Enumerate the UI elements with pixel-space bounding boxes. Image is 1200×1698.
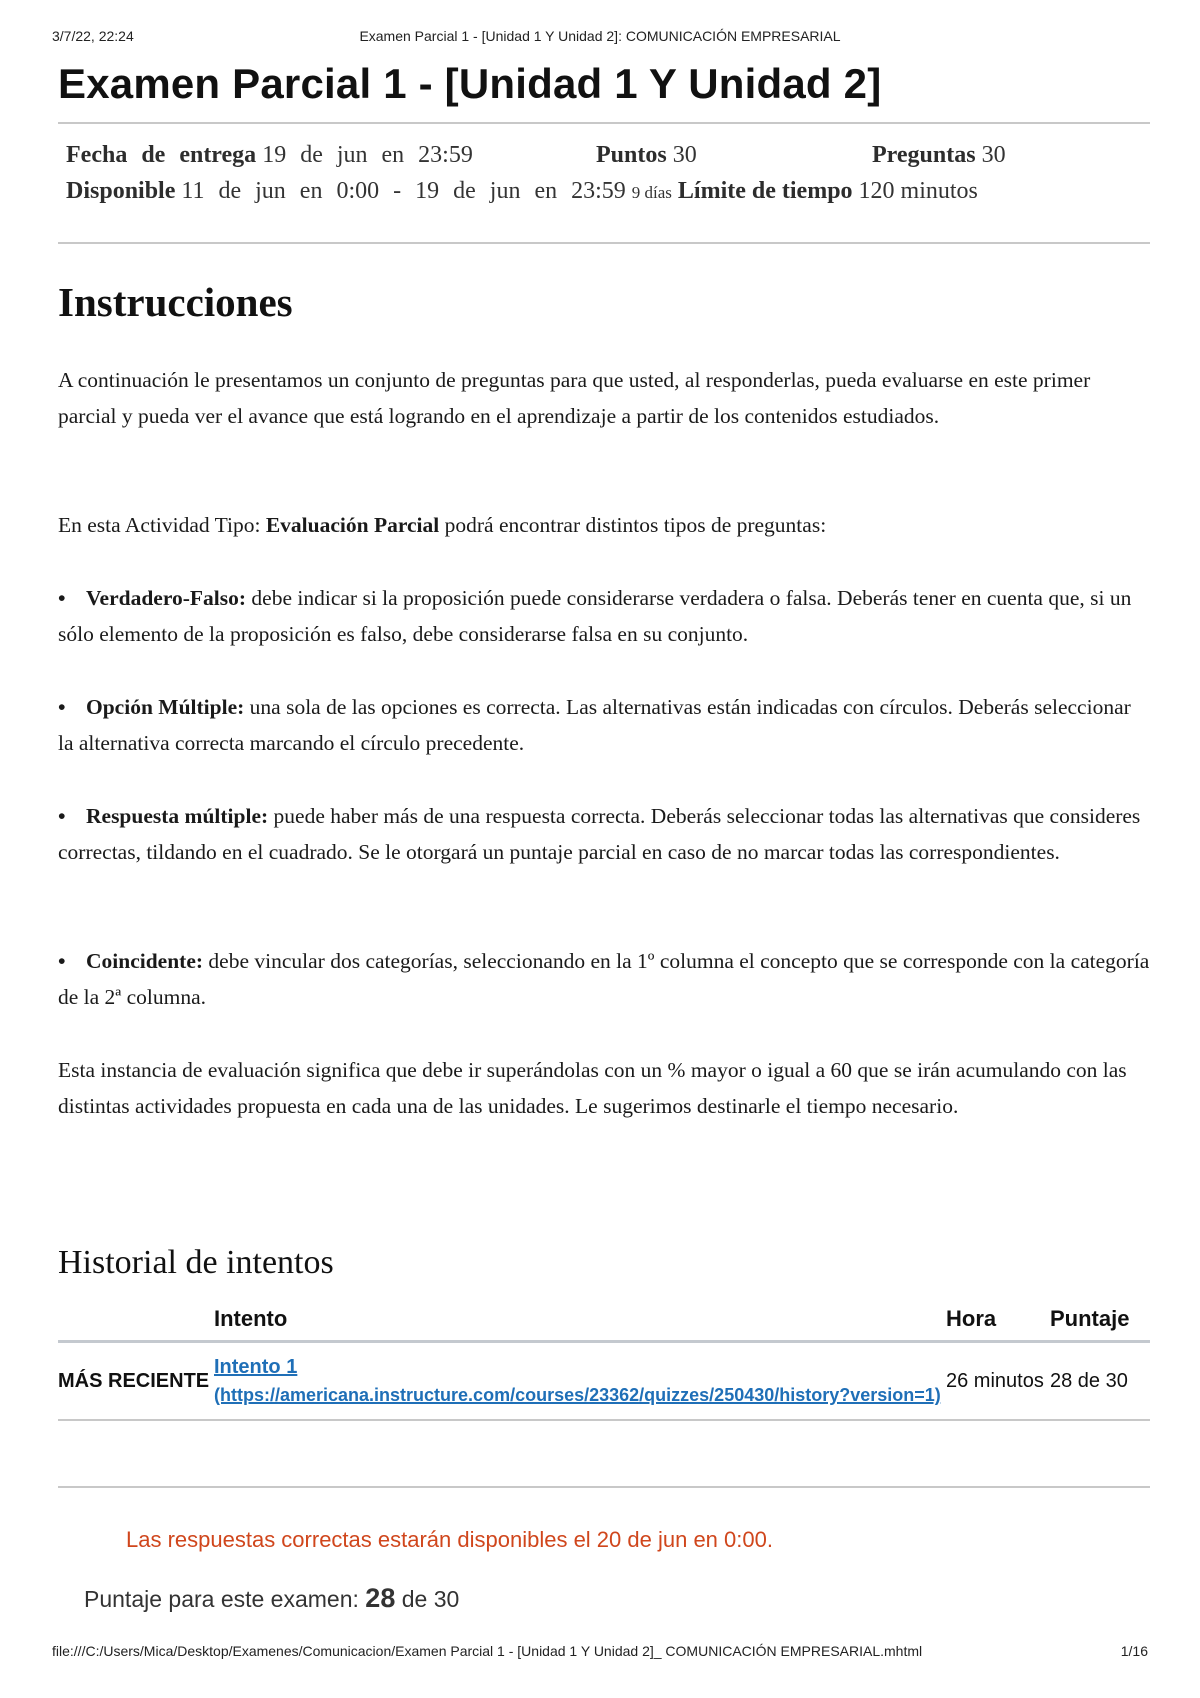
- question-type-name: Respuesta múltiple:: [86, 804, 269, 828]
- score-suffix: de 30: [395, 1586, 460, 1612]
- most-recent-label: MÁS RECIENTE: [58, 1342, 214, 1421]
- quiz-score-summary: [84, 1583, 459, 1614]
- attempt-link-url: (https://americana.instructure.com/courses/23362/quizzes/250430/history?version=1): [214, 1385, 941, 1405]
- title-divider: [58, 122, 1150, 124]
- question-type-name: Coincidente:: [86, 949, 204, 973]
- questions-label: Preguntas: [872, 142, 976, 168]
- time-limit-value: 120 minutos: [858, 178, 978, 204]
- instructions-heading: Instrucciones: [58, 279, 293, 325]
- time-limit-label: Límite de tiempo: [677, 178, 853, 204]
- print-document-title: Examen Parcial 1 - [Unidad 1 Y Unidad 2]: COMUNICACIÓN EMPRESARIAL: [359, 28, 841, 44]
- question-type-text: puede haber más de una respuesta correcta. Deberás seleccionar todas las alternativas que consideres correctas, tildando en el cuadrado. Se le otorgará un puntaje parcial en caso de no marcar todas las correspondientes.: [58, 804, 1141, 864]
- activity-type-paragraph: [58, 507, 1150, 543]
- score-value: 28: [365, 1583, 396, 1613]
- details-divider: [58, 242, 1150, 244]
- question-type-text: una sola de las opciones es correcta. Las alternativas están indicadas con círculos. Deberás seleccionar la alternativa correcta marcando el círculo precedente.: [58, 695, 1131, 755]
- question-type-true-false: [58, 580, 1150, 652]
- history-divider: [58, 1486, 1150, 1488]
- question-type-text: debe indicar si la proposición puede considerarse verdadera o falsa. Deberás tener en cuenta que, si un sólo elemento de la proposición es falso, debe considerarse falsa en su conjunto.: [58, 586, 1132, 646]
- question-type-matching: [58, 943, 1150, 1015]
- activity-suffix: podrá encontrar distintos tipos de preguntas:: [439, 513, 827, 537]
- table-header-row: [58, 1300, 1150, 1342]
- instructions-intro: A continuación le presentamos un conjunto de preguntas para que usted, al responderlas, pueda evaluarse en este primer parcial y pueda ver el avance que está logrando en el aprendizaje a partir de los contenidos estudiados.: [58, 368, 1091, 428]
- attempt-time: 26 minutos: [946, 1342, 1050, 1421]
- question-type-multiple-choice: [58, 689, 1150, 761]
- question-type-name: Opción Múltiple:: [86, 695, 245, 719]
- points-label: Puntos: [596, 142, 667, 168]
- due-value: 19 de jun en 23:59: [262, 142, 473, 168]
- column-header-attempt: Intento: [214, 1300, 946, 1342]
- instructions-closing: Esta instancia de evaluación significa que debe ir superándolas con un % mayor o igual a 60 que se irán acumulando con las distintas actividades propuesta en cada una de las unidades. Le sugerimos destinarle el tiempo necesario.: [58, 1058, 1127, 1118]
- print-datetime: 3/7/22, 22:24: [52, 28, 134, 44]
- due-label: Fecha de entrega: [66, 142, 257, 168]
- column-header-time: Hora: [946, 1300, 1050, 1342]
- available-days: 9 días: [631, 183, 672, 202]
- question-type-name: Verdadero-Falso:: [86, 586, 247, 610]
- attempt-cell: [214, 1342, 946, 1421]
- quiz-details-row-1: [66, 142, 1006, 169]
- bullet-icon: •: [58, 695, 66, 719]
- print-footer: [52, 1643, 1148, 1661]
- bullet-icon: •: [58, 586, 66, 610]
- print-header: [52, 28, 1148, 46]
- score-prefix: Puntaje para este examen:: [84, 1586, 366, 1612]
- table-row: [58, 1342, 1150, 1421]
- attempt-score: 28 de 30: [1050, 1342, 1150, 1421]
- bullet-icon: •: [58, 804, 66, 828]
- column-header-blank: [58, 1300, 214, 1342]
- attempt-link[interactable]: [214, 1353, 946, 1409]
- correct-answers-notice: Las respuestas correctas estarán disponibles el 20 de jun en 0:00.: [126, 1527, 773, 1552]
- print-file-path: file:///C:/Users/Mica/Desktop/Examenes/Comunicacion/Examen Parcial 1 - [Unidad 1 Y Unidad 2]_ COMUNICACIÓN EMPRESARIAL.mhtml: [52, 1643, 923, 1659]
- activity-prefix: En esta Actividad Tipo:: [58, 513, 266, 537]
- question-type-text: debe vincular dos categorías, seleccionando en la 1º columna el concepto que se corresponde con la categoría de la 2ª columna.: [58, 949, 1150, 1009]
- available-label: Disponible: [66, 178, 176, 204]
- questions-value: 30: [981, 142, 1006, 168]
- bullet-icon: •: [58, 949, 66, 973]
- points-value: 30: [672, 142, 697, 168]
- history-heading: Historial de intentos: [58, 1244, 334, 1281]
- page-title: Examen Parcial 1 - [Unidad 1 Y Unidad 2]: [58, 60, 882, 107]
- attempt-history-table: [58, 1300, 1150, 1421]
- activity-type-bold: Evaluación Parcial: [265, 513, 440, 537]
- attempt-link-label: Intento 1: [214, 1356, 298, 1378]
- question-type-multiple-answer: [58, 798, 1150, 870]
- quiz-details-row-2: [66, 178, 978, 205]
- available-value: 11 de jun en 0:00 - 19 de jun en 23:59: [181, 178, 626, 204]
- print-page-number: 1/16: [1120, 1643, 1148, 1659]
- column-header-score: Puntaje: [1050, 1300, 1150, 1342]
